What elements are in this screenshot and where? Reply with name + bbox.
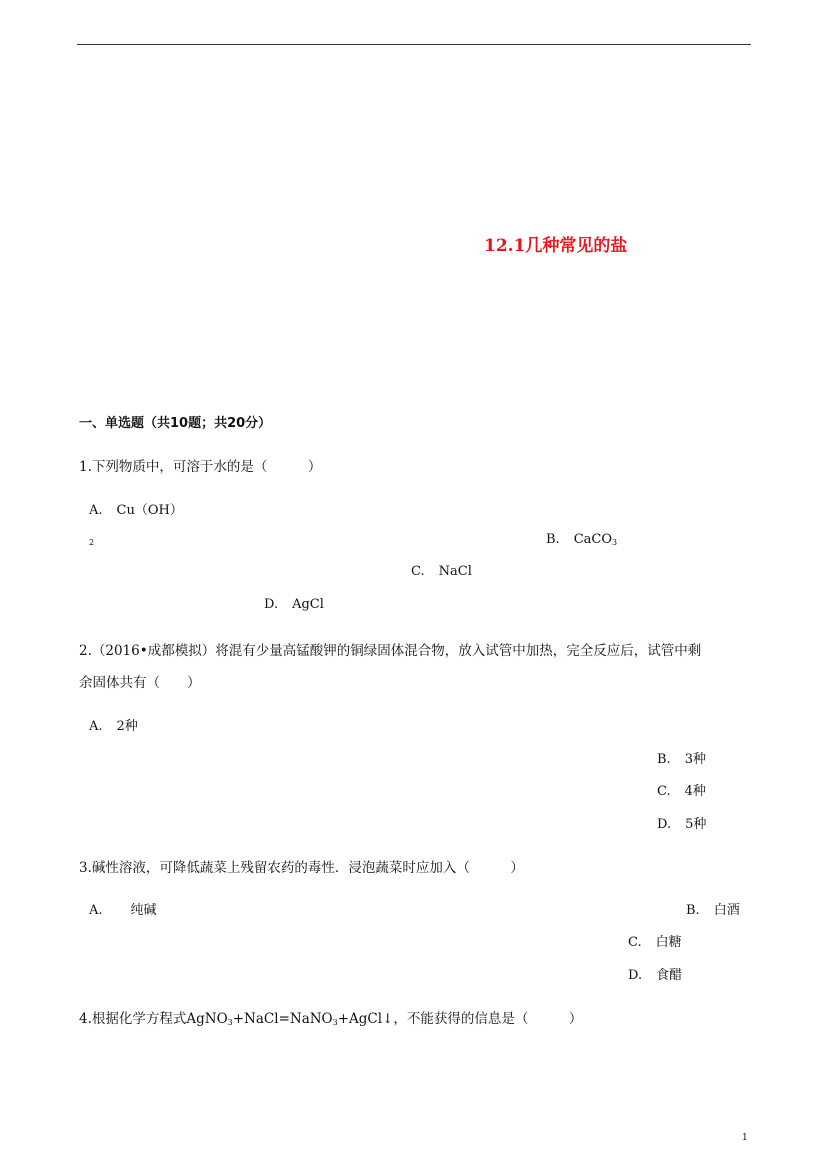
option-text: 白糖 — [655, 935, 682, 950]
question-1-option-b[interactable] — [546, 532, 617, 547]
question-2-stem-line1: 2.（2016•成都模拟）将混有少量高锰酸钾的铜绿固体混合物，放入试管中加热，完全反应后，试管中剩 — [79, 643, 702, 659]
option-label: C. — [657, 784, 671, 799]
question-2-option-a[interactable] — [89, 715, 138, 734]
option-label: B. — [546, 532, 560, 547]
question-4-stem — [79, 1007, 582, 1027]
page-number: 1 — [742, 1133, 748, 1143]
question-3-option-c[interactable] — [628, 931, 682, 950]
option-label: A. — [89, 503, 103, 518]
option-label: D. — [628, 968, 643, 983]
question-3-stem: 3.碱性溶液，可降低蔬菜上残留农药的毒性．浸泡蔬菜时应加入（ ） — [79, 860, 524, 876]
option-text: Cu（OH） — [116, 503, 183, 518]
option-subscript: 3 — [612, 538, 618, 547]
option-label: B. — [686, 903, 700, 918]
option-text: AgCl — [292, 597, 324, 612]
option-text: CaCO — [573, 532, 612, 547]
question-4-subscript-2: 3 — [332, 1018, 338, 1027]
question-1-option-d[interactable] — [264, 597, 324, 612]
option-text: 2种 — [116, 719, 138, 734]
option-label: A. — [89, 719, 103, 734]
question-4-stem-pre: 4.根据化学方程式AgNO — [79, 1011, 228, 1027]
option-label: D. — [264, 597, 279, 612]
option-text: 3种 — [684, 752, 706, 767]
option-label: B. — [657, 752, 671, 767]
option-label: C. — [628, 935, 642, 950]
question-2-option-b[interactable] — [657, 748, 706, 767]
question-1-option-a-subscript: 2 — [89, 538, 95, 547]
option-label: A. — [89, 903, 103, 918]
option-text: NaCl — [438, 564, 472, 579]
question-4-stem-mid: +NaCl=NaNO — [232, 1011, 333, 1027]
question-3-option-d[interactable] — [628, 964, 682, 983]
option-label: C. — [411, 564, 425, 579]
option-text: 5种 — [685, 817, 707, 832]
question-4-stem-post: +AgCl↓，不能获得的信息是（ ） — [337, 1011, 583, 1027]
option-text: 纯碱 — [130, 903, 157, 918]
option-text: 4种 — [684, 784, 706, 799]
option-text: 食醋 — [656, 968, 683, 983]
header-rule — [77, 44, 751, 45]
question-3-option-b[interactable] — [686, 899, 740, 918]
question-1-stem: 1.下列物质中，可溶于水的是（ ） — [79, 459, 322, 475]
document-title: 12.1几种常见的盐 — [484, 236, 628, 256]
option-text: 白酒 — [713, 903, 740, 918]
question-3-option-a[interactable] — [89, 899, 157, 918]
question-2-option-d[interactable] — [657, 813, 706, 832]
question-1-option-a[interactable] — [89, 499, 183, 518]
question-1-option-c[interactable] — [411, 564, 472, 579]
option-label: D. — [657, 817, 672, 832]
question-2-option-c[interactable] — [657, 780, 706, 799]
question-2-stem-line2: 余固体共有（ ） — [79, 675, 201, 691]
section-heading: 一、单选题（共10题；共20分） — [79, 416, 272, 431]
question-4-subscript-1: 3 — [227, 1018, 233, 1027]
